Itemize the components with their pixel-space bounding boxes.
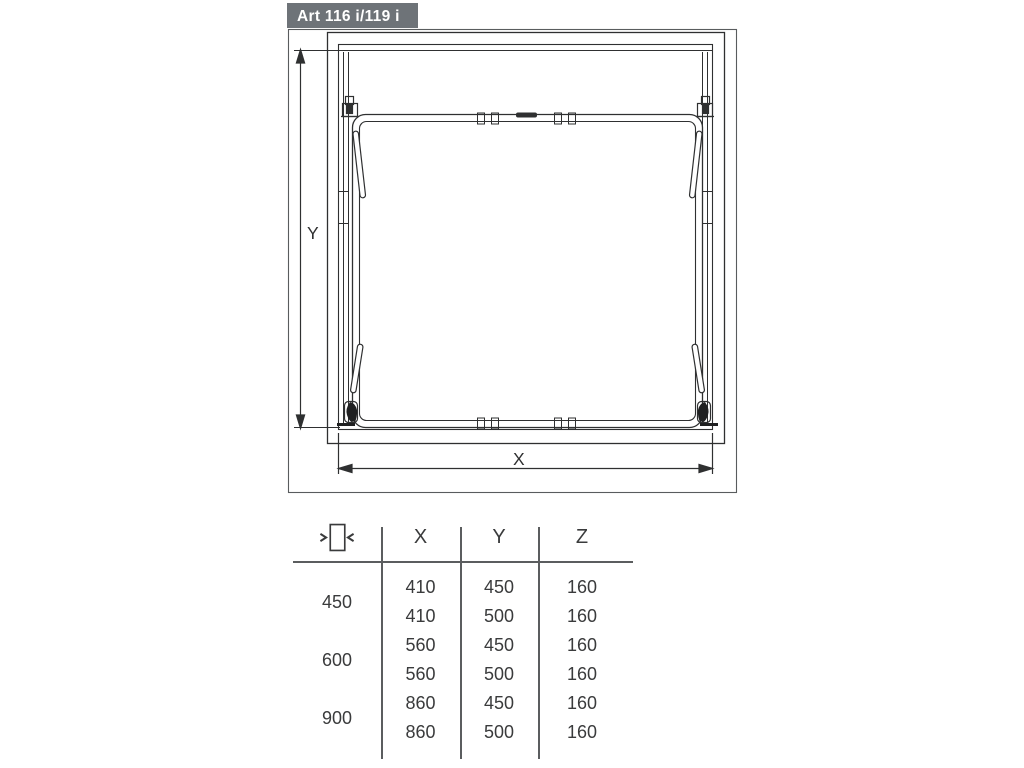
table-cell-y: 500 [483, 722, 515, 742]
table-cell-y: 500 [483, 606, 515, 626]
table-rule-header [293, 561, 633, 563]
cabinet-inner-wall [339, 45, 713, 430]
table-cell-x: 560 [405, 635, 436, 655]
column-header-y: Y [492, 525, 506, 548]
table-cell-z: 160 [566, 577, 598, 597]
cabinet-width-icon [293, 515, 381, 559]
table-cell-z: 160 [566, 664, 598, 684]
table-cell-x: 860 [405, 693, 436, 713]
table-cell-y: 450 [483, 693, 515, 713]
cabinet-width-group-900: 900 [321, 707, 353, 728]
table-cell-x: 410 [405, 606, 436, 626]
y-dimension-arrow [296, 50, 304, 429]
cabinet-outer-wall [328, 33, 725, 444]
product-title-badge [287, 3, 418, 28]
frame-clips [478, 113, 576, 429]
table-cell-y: 450 [483, 577, 515, 597]
dimensions-table [293, 515, 638, 763]
arrow-left-glyph [348, 533, 354, 540]
x-dimension-arrow [339, 433, 713, 474]
table-cell-y: 450 [483, 635, 515, 655]
table-cell-z: 160 [566, 635, 598, 655]
cabinet-width-group-600: 600 [321, 649, 353, 670]
bottom-left-bracket [337, 402, 358, 425]
table-cell-x: 410 [405, 577, 436, 597]
frame-center-tab [516, 113, 537, 118]
table-cell-x: 560 [405, 664, 436, 684]
top-right-bracket [696, 97, 714, 117]
frame-outer-tube [353, 115, 703, 428]
frame-inner-tube [360, 122, 696, 421]
table-cell-y: 500 [483, 664, 515, 684]
table-cell-x: 860 [405, 722, 436, 742]
column-header-z: Z [575, 525, 589, 548]
product-title: Art 116 i/119 i [297, 8, 400, 25]
table-cell-z: 160 [566, 722, 598, 742]
table-cell-z: 160 [566, 606, 598, 626]
dim-y-label: Y [307, 223, 319, 243]
arrow-right-glyph [320, 533, 326, 540]
cabinet-box-glyph [330, 524, 345, 550]
dim-x-label: X [513, 449, 525, 469]
cabinet-width-group-450: 450 [321, 591, 353, 612]
column-header-x: X [413, 525, 428, 548]
table-cell-z: 160 [566, 693, 598, 713]
